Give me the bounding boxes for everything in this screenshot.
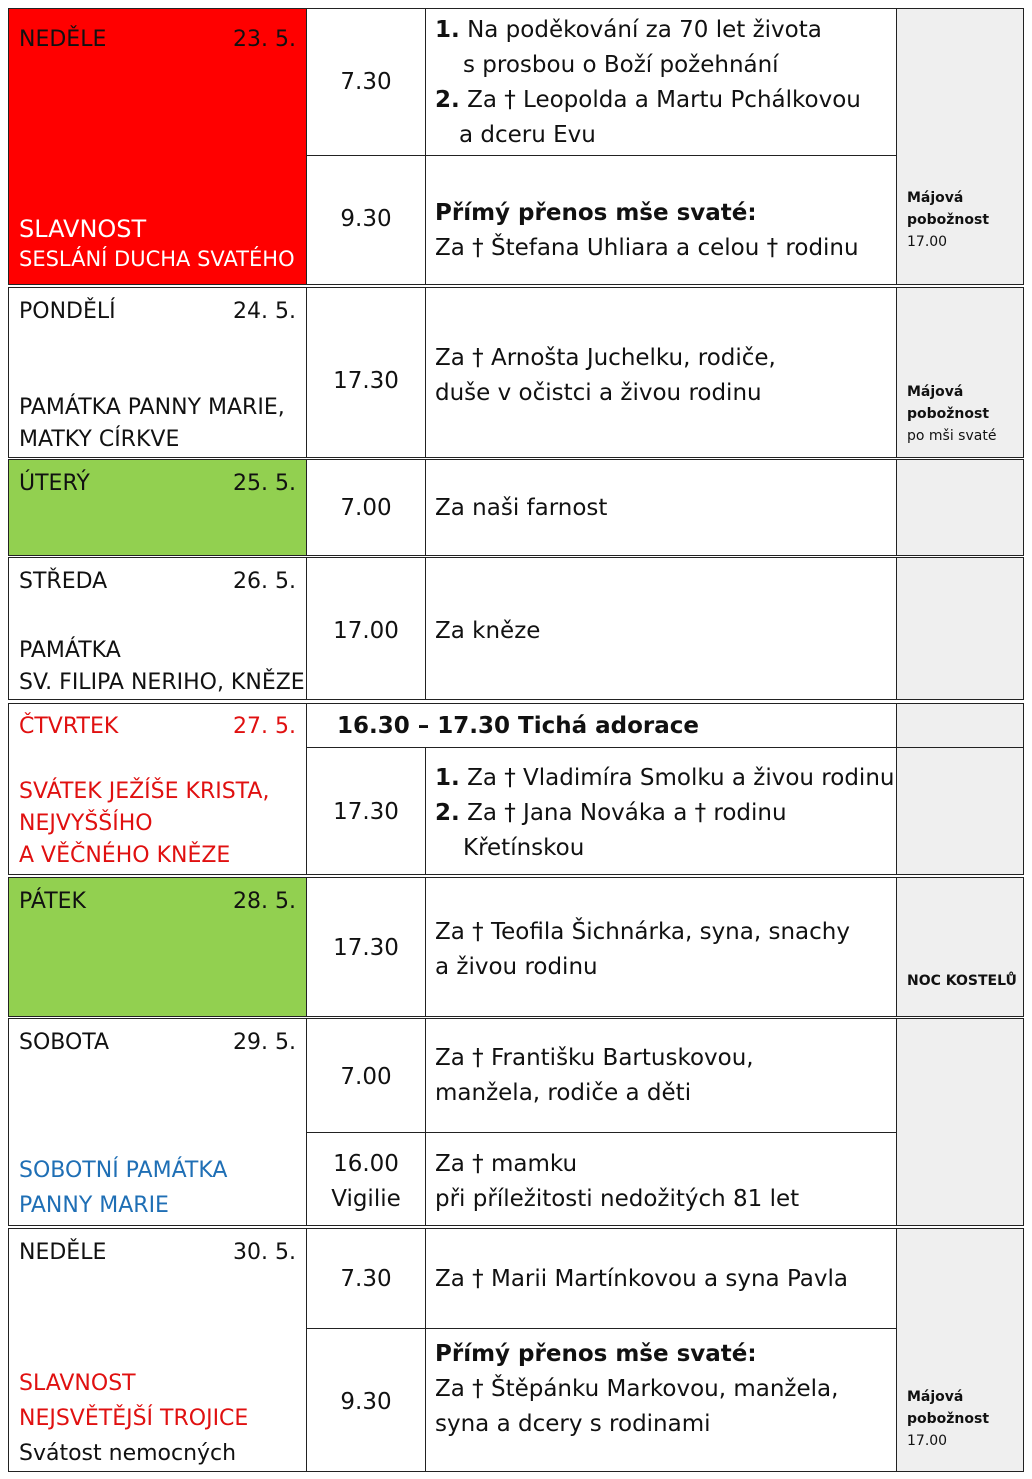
time-cell [306, 155, 426, 285]
day-date: 27. 5. [233, 714, 296, 739]
feast-title: SLAVNOST NEJSVĚTĚJŠÍ TROJICE Svátost nemocných [19, 1366, 248, 1471]
mass-intention: Přímý přenos mše svaté: Za † Štefana Uhliara a celou † rodinu [435, 200, 859, 261]
mass-intention: Za † Marii Martínkovou a syna Pavla [435, 1266, 848, 1292]
note-cell [896, 287, 1024, 458]
mass-intention: Za † mamku při příležitosti nedožitých 81 let [435, 1151, 800, 1212]
mass-time: 17.30 [333, 368, 399, 394]
intention-cell [425, 747, 897, 875]
intention-cell [425, 1018, 897, 1133]
day-date: 25. 5. [233, 471, 296, 496]
day-cell-saturday-29 [8, 1018, 307, 1226]
note-text: Májová pobožnost 17.00 [907, 1389, 990, 1449]
mass-time: 7.00 [340, 495, 392, 521]
day-date: 28. 5. [233, 889, 296, 914]
time-cell [306, 1328, 426, 1472]
mass-time: 7.30 [340, 1266, 392, 1292]
intention-cell [425, 1228, 897, 1329]
day-date: 29. 5. [233, 1030, 296, 1055]
adoration-text: 16.30 – 17.30 Tichá adorace [337, 713, 700, 739]
feast-title: SLAVNOST SESLÁNÍ DUCHA SVATÉHO [19, 215, 295, 271]
time-cell [306, 747, 426, 875]
mass-intention: Za kněze [435, 618, 541, 644]
note-text: Májová pobožnost 17.00 [907, 190, 990, 250]
mass-intention: Přímý přenos mše svaté: Za † Štěpánku Markovou, manžela, syna a dcery s rodinami [435, 1341, 839, 1437]
time-cell [306, 1132, 426, 1226]
mass-intention: Za † Františku Bartuskovou, manžela, rodiče a děti [435, 1045, 754, 1106]
day-cell-monday-24 [8, 287, 307, 458]
day-name: PÁTEK [19, 889, 86, 914]
feast-title: PAMÁTKA SV. FILIPA NERIHO, KNĚZE [19, 638, 305, 695]
mass-time: 17.30 [333, 935, 399, 961]
day-name: PONDĚLÍ [19, 299, 116, 324]
intention-cell [425, 877, 897, 1017]
note-cell [896, 703, 1024, 748]
note-cell [896, 1228, 1024, 1472]
mass-time: 17.00 [333, 618, 399, 644]
day-date: 30. 5. [233, 1240, 296, 1265]
day-cell-wednesday-26 [8, 557, 307, 700]
intention-cell [425, 1132, 897, 1226]
day-name: STŘEDA [19, 569, 108, 594]
day-name: NEDĚLE [19, 1240, 107, 1265]
mass-time: 7.30 [340, 69, 392, 95]
day-cell-sunday-23 [8, 8, 307, 285]
intention-cell [425, 1328, 897, 1472]
mass-intention: Za † Teofila Šichnárka, syna, snachy a živou rodinu [435, 919, 850, 980]
day-name: SOBOTA [19, 1030, 110, 1055]
day-cell-thursday-27 [8, 703, 307, 875]
note-cell [896, 459, 1024, 556]
time-cell [306, 459, 426, 556]
day-name: NEDĚLE [19, 27, 107, 52]
intention-cell [425, 8, 897, 156]
intention-cell [425, 459, 897, 556]
note-cell [896, 747, 1024, 875]
intention-cell [425, 287, 897, 458]
intention-cell [425, 155, 897, 285]
day-date: 26. 5. [233, 569, 296, 594]
note-cell [896, 877, 1024, 1017]
note-cell [896, 557, 1024, 700]
mass-time: 17.30 [333, 799, 399, 825]
day-name: ÚTERÝ [19, 471, 90, 496]
feast-title: PAMÁTKA PANNY MARIE, MATKY CÍRKVE [19, 395, 285, 452]
note-cell [896, 1018, 1024, 1226]
time-cell [306, 557, 426, 700]
mass-time: 9.30 [340, 1389, 392, 1415]
mass-time: 9.30 [340, 206, 392, 232]
feast-title: SOBOTNÍ PAMÁTKA PANNY MARIE [19, 1158, 228, 1218]
mass-intention: Za † Arnošta Juchelku, rodiče, duše v očistci a živou rodinu [435, 345, 776, 406]
note-cell [896, 8, 1024, 285]
day-date: 23. 5. [233, 27, 296, 52]
mass-intention: 1. Za † Vladimíra Smolku a živou rodinu 2. Za † Jana Nováka a † rodinu Křetínskou [435, 765, 895, 861]
time-cell [306, 287, 426, 458]
mass-time: 16.00 Vigilie [331, 1151, 401, 1212]
day-name: ČTVRTEK [19, 714, 119, 739]
day-cell-sunday-30 [8, 1228, 307, 1472]
mass-time: 7.00 [340, 1064, 392, 1090]
time-cell [306, 1018, 426, 1133]
feast-title: SVÁTEK JEŽÍŠE KRISTA, NEJVYŠŠÍHO A VĚČNÉHO KNĚZE [19, 779, 270, 868]
time-cell [306, 877, 426, 1017]
extra-note: Svátost nemocných [19, 1441, 237, 1466]
adoration-cell [306, 703, 897, 748]
mass-intention: Za naši farnost [435, 495, 608, 521]
day-cell-friday-28 [8, 877, 307, 1017]
time-cell [306, 1228, 426, 1329]
intention-cell [425, 557, 897, 700]
day-cell-tuesday-25 [8, 459, 307, 556]
day-date: 24. 5. [233, 299, 296, 324]
note-text: NOC KOSTELŮ [907, 973, 1017, 989]
note-text: Májová pobožnost po mši svaté [907, 384, 997, 444]
mass-intention: 1. Na poděkování za 70 let života s prosbou o Boží požehnání 2. Za † Leopolda a Martu Pchálkovou a dceru Evu [435, 17, 861, 148]
time-cell [306, 8, 426, 156]
